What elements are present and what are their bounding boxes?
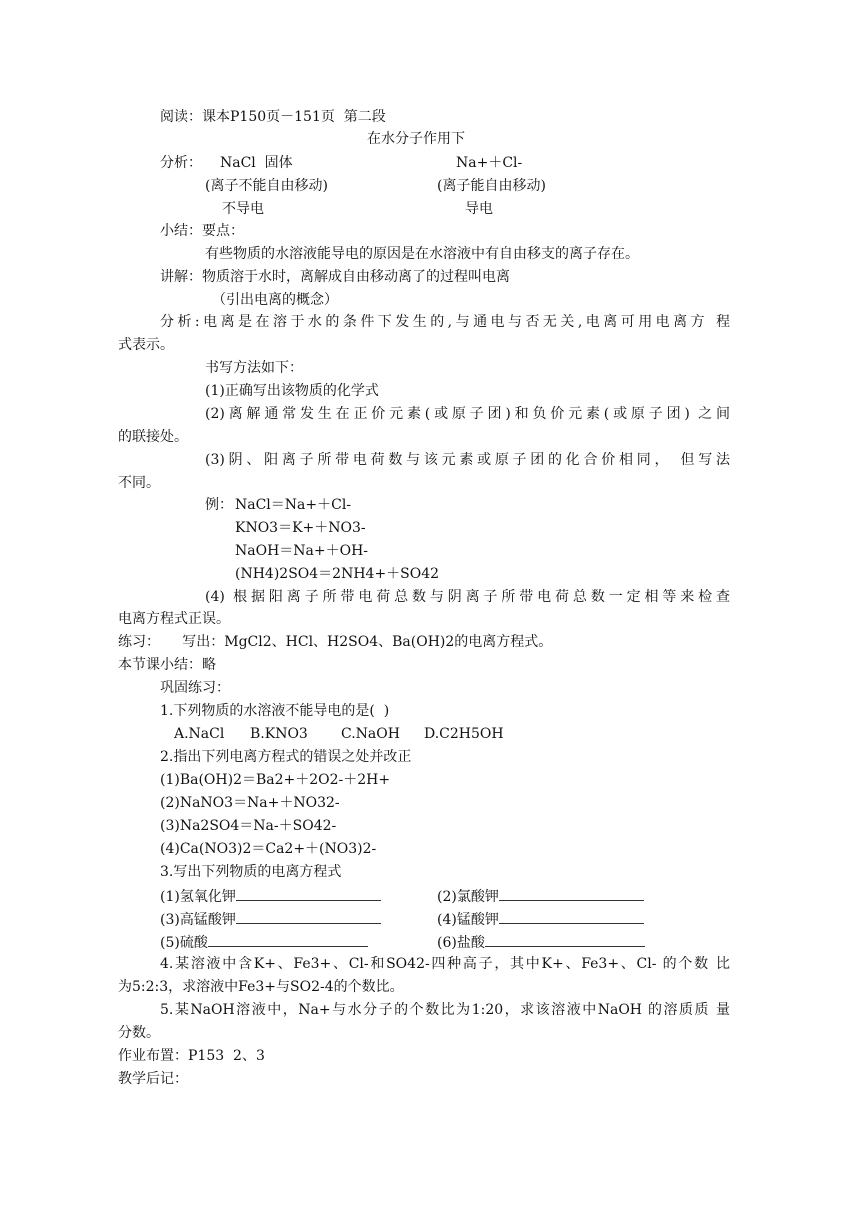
answer-blank[interactable] bbox=[485, 932, 645, 947]
q2-item: (3)Na2SO4＝Na-＋SO42- bbox=[160, 818, 337, 834]
conductive-label: 导电 bbox=[465, 201, 493, 217]
example-equation: NaCl＝Na+＋Cl- bbox=[235, 497, 352, 513]
answer-blank[interactable] bbox=[499, 886, 644, 901]
water-action-label: 在水分子作用下 bbox=[367, 131, 465, 147]
example-label: 例： bbox=[205, 497, 233, 513]
summary-text: 有些物质的水溶液能导电的原因是在水溶液中有自由移支的离子存在。 bbox=[205, 246, 639, 262]
ions-immobile: (离子不能自由移动) bbox=[205, 178, 328, 194]
q3-item-label: (4)锰酸钾 bbox=[437, 912, 499, 928]
analysis2-line1: 分析:电离是在溶于水的条件下发生的,与通电与否无关,电离可用电离方 程 bbox=[160, 314, 730, 330]
q3-item bbox=[160, 909, 381, 929]
writing-title: 书写方法如下： bbox=[205, 360, 303, 376]
postscript-label: 教学后记： bbox=[118, 1071, 188, 1087]
question-2: 2.指出下列电离方程式的错误之处并改正 bbox=[160, 749, 412, 765]
question-5 bbox=[160, 1001, 730, 1019]
lesson-summary: 本节课小结：略 bbox=[118, 657, 216, 673]
analysis2-paragraph bbox=[160, 313, 730, 331]
writing-step4-line2: 电离方程式正误。 bbox=[118, 611, 230, 627]
ion-equation: Na+＋Cl- bbox=[456, 155, 523, 171]
writing-step2 bbox=[205, 405, 730, 423]
writing-step2-line1: (2)离解通常发生在正价元素(或原子团)和负价元素(或原子团) 之间 bbox=[205, 406, 730, 422]
writing-step4 bbox=[205, 588, 730, 606]
practice-line: 练习： 写出：MgCl2、HCl、H2SO4、Ba(OH)2的电离方程式。 bbox=[118, 634, 553, 650]
question-4 bbox=[160, 955, 730, 973]
q1-option: A.NaCl bbox=[174, 726, 225, 742]
q3-item-label: (3)高锰酸钾 bbox=[160, 912, 236, 928]
question-4-line1: 4.某溶液中含K+、Fe3+、Cl-和SO42-四种高子，其中K+、Fe3+、Cl- 的个数 比 bbox=[160, 956, 730, 972]
answer-blank[interactable] bbox=[236, 886, 381, 901]
q3-item-label: (2)氯酸钾 bbox=[437, 889, 499, 905]
question-5-line2: 分数。 bbox=[118, 1025, 160, 1041]
example-equation: KNO3＝K+＋NO3- bbox=[235, 520, 366, 536]
q2-item: (4)Ca(NO3)2＝Ca2+＋(NO3)2- bbox=[160, 841, 377, 857]
writing-step2-line2: 的联接处。 bbox=[118, 429, 188, 445]
writing-step3-line1: (3)阴、阳离子所带电荷数与该元素或原子团的化合价相同， 但写法 bbox=[205, 452, 730, 468]
answer-blank[interactable] bbox=[208, 932, 368, 947]
reading-line: 阅读：课本P150页－151页 第二段 bbox=[160, 109, 386, 125]
q2-item: (1)Ba(OH)2＝Ba2+＋2O2-＋2H+ bbox=[160, 772, 391, 788]
lecture-note: （引出电离的概念） bbox=[212, 292, 338, 308]
q1-option: D.C2H5OH bbox=[424, 726, 504, 742]
q3-item-label: (6)盐酸 bbox=[437, 935, 485, 951]
question-1: 1.下列物质的水溶液不能导电的是( ) bbox=[160, 703, 390, 719]
writing-step4-line1: (4) 根据阳离子所带电荷总数与阴离子所带电荷总数一定相等来检查 bbox=[205, 589, 730, 605]
q3-item bbox=[437, 909, 644, 929]
q3-item-label: (5)硫酸 bbox=[160, 935, 208, 951]
writing-step3 bbox=[205, 451, 730, 469]
summary-label: 小结：要点： bbox=[160, 223, 244, 239]
nonconductive-label: 不导电 bbox=[222, 201, 264, 217]
q3-item bbox=[437, 886, 644, 906]
q3-item-label: (1)氢氧化钾 bbox=[160, 889, 236, 905]
writing-step1: (1)正确写出该物质的化学式 bbox=[205, 383, 379, 399]
example-equation: NaOH＝Na+＋OH- bbox=[235, 543, 369, 559]
analysis-label: 分析： bbox=[160, 155, 202, 171]
ions-mobile: (离子能自由移动) bbox=[437, 178, 546, 194]
q1-option: C.NaOH bbox=[341, 726, 400, 742]
lecture-text: 讲解：物质溶于水时，离解成自由移动离了的过程叫电离 bbox=[160, 269, 510, 285]
q3-item bbox=[437, 932, 645, 952]
writing-step3-line2: 不同。 bbox=[118, 475, 160, 491]
answer-blank[interactable] bbox=[236, 909, 381, 924]
q3-item bbox=[160, 932, 368, 952]
homework-line: 作业布置：P153 2、3 bbox=[118, 1048, 265, 1064]
q2-item: (2)NaNO3＝Na+＋NO32- bbox=[160, 795, 340, 811]
question-3: 3.写出下列物质的电离方程式 bbox=[160, 864, 342, 880]
solid-nacl: NaCl 固体 bbox=[220, 155, 293, 171]
q3-item bbox=[160, 886, 381, 906]
question-4-line2: 为5:2:3，求溶液中Fe3+与SO2-4的个数比。 bbox=[118, 979, 404, 995]
consolidation-title: 巩固练习： bbox=[160, 680, 230, 696]
analysis2-line2: 式表示。 bbox=[118, 337, 174, 353]
answer-blank[interactable] bbox=[499, 909, 644, 924]
q1-option: B.KNO3 bbox=[250, 726, 308, 742]
example-equation: (NH4)2SO4＝2NH4+＋SO42 bbox=[235, 566, 440, 582]
question-5-line1: 5.某NaOH溶液中，Na+与水分子的个数比为1:20，求该溶液中NaOH 的溶质质 量 bbox=[160, 1002, 730, 1018]
